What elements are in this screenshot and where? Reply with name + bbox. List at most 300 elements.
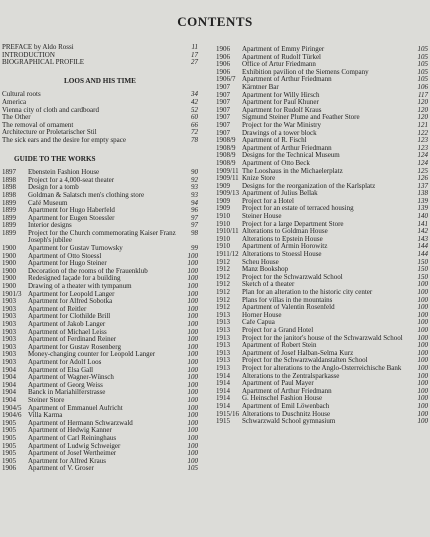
entry-page-number: 100 xyxy=(187,449,198,458)
work-entry xyxy=(216,411,428,419)
entry-page-number: 143 xyxy=(417,234,428,243)
entry-page-number: 100 xyxy=(187,320,198,328)
entry-page-number: 100 xyxy=(417,348,428,357)
entry-title: Apartment for Gustav Turnowsky xyxy=(28,245,123,253)
work-entry xyxy=(2,192,198,200)
entry-title: Apartment of Reitler xyxy=(28,305,87,313)
entry-page-number: 138 xyxy=(417,189,428,198)
entry-year: 1910 xyxy=(216,219,230,228)
entry-page-number: 100 xyxy=(417,417,428,426)
entry-title: Project for a Grand Hotel xyxy=(242,326,314,334)
entry-title: Money-changing counter for Leopold Langer xyxy=(28,351,156,359)
entry-title: Villa Karma xyxy=(28,412,63,420)
work-entry xyxy=(2,260,198,268)
entry-page-number: 120 xyxy=(417,105,428,114)
entry-title: Project for a large Department Store xyxy=(242,220,344,228)
work-entry xyxy=(216,205,428,213)
entry-title: Scheu House xyxy=(242,258,279,266)
work-entry xyxy=(2,374,198,382)
entry-title: Project for the War Ministry xyxy=(242,121,322,129)
work-entry xyxy=(216,319,428,327)
entry-page-number: 94 xyxy=(191,198,198,207)
entry-title: Apartment of Arthur Friedmann xyxy=(242,387,332,395)
entry-title: Apartment of Hermann Schwarzwald xyxy=(28,419,133,427)
work-entry xyxy=(2,184,198,192)
entry-page-number: 105 xyxy=(417,45,428,53)
entry-year: 1900 xyxy=(2,244,16,253)
entry-page-number: 100 xyxy=(187,426,198,435)
entry-page-number: 66 xyxy=(191,120,198,129)
entry-page-number: 34 xyxy=(191,90,198,99)
entry-page-number: 123 xyxy=(417,136,428,145)
entry-year: 1903 xyxy=(2,304,16,313)
work-entry xyxy=(216,69,428,77)
entry-title: INTRODUCTION xyxy=(2,51,55,59)
work-entry xyxy=(216,145,428,153)
work-entry xyxy=(2,200,198,208)
left-column xyxy=(2,44,198,473)
entry-title: Apartment of Jakob Langer xyxy=(28,321,106,328)
entry-year: 1905 xyxy=(2,433,16,442)
entry-page-number: 100 xyxy=(187,411,198,420)
entry-page-number: 139 xyxy=(417,204,428,213)
entry-year: 1904 xyxy=(2,380,16,389)
entry-title: Apartment of Josef Wertheimer xyxy=(28,450,117,458)
work-entry xyxy=(2,298,198,306)
entry-year: 1906 xyxy=(2,464,16,473)
entry-year: 1905 xyxy=(2,426,16,435)
work-entry xyxy=(2,435,198,443)
entry-title: Apartment for Alfred Sobotka xyxy=(28,298,113,306)
work-entry xyxy=(2,222,198,230)
work-entry xyxy=(216,335,428,343)
work-entry xyxy=(216,395,428,403)
entry-year: 1907 xyxy=(216,82,230,91)
entry-year: 1907 xyxy=(216,128,230,137)
contents-entry xyxy=(2,122,198,130)
entry-page-number: 100 xyxy=(187,365,198,374)
entry-year: 1906 xyxy=(216,60,230,69)
entry-title: BIOGRAPHICAL PROFILE xyxy=(2,59,84,67)
entry-page-number: 100 xyxy=(417,371,428,380)
entry-page-number: 100 xyxy=(187,335,198,344)
entry-year: 1913 xyxy=(216,356,230,365)
entry-year: 1899 xyxy=(2,213,16,222)
entry-page-number: 100 xyxy=(417,386,428,395)
entry-page-number: 99 xyxy=(191,244,198,253)
work-entry xyxy=(2,397,198,405)
entry-year: 1900 xyxy=(2,266,16,275)
entry-page-number: 100 xyxy=(187,350,198,359)
work-entry xyxy=(2,313,198,321)
entry-page-number: 100 xyxy=(417,280,428,289)
work-entry xyxy=(216,168,428,176)
entry-year: 1897 xyxy=(2,168,16,177)
work-entry xyxy=(2,215,198,223)
entry-page-number: 140 xyxy=(417,212,428,221)
work-entry xyxy=(216,76,428,84)
entry-page-number: 100 xyxy=(187,395,198,404)
entry-title: Office of Artur Friedmann xyxy=(242,61,316,69)
work-entry xyxy=(216,190,428,198)
entry-year: 1905 xyxy=(2,456,16,465)
entry-page-number: 100 xyxy=(187,357,198,366)
entry-year: 1905 xyxy=(2,418,16,427)
entry-year: 1910/11 xyxy=(216,227,239,236)
entry-year: 1901/3 xyxy=(2,289,22,298)
entry-page-number: 100 xyxy=(187,259,198,268)
entry-year: 1908/9 xyxy=(216,143,236,152)
entry-page-number: 60 xyxy=(191,113,198,122)
work-entry xyxy=(2,427,198,435)
entry-page-number: 52 xyxy=(191,105,198,114)
entry-title: The removal of ornament xyxy=(2,121,74,129)
entry-page-number: 100 xyxy=(417,333,428,342)
contents-entry xyxy=(2,137,198,145)
right-column xyxy=(216,46,428,426)
entry-title: Schwarzwald School gymnasium xyxy=(242,418,336,426)
work-entry xyxy=(216,304,428,312)
work-entry xyxy=(216,373,428,381)
work-entry xyxy=(2,230,198,245)
entry-page-number: 100 xyxy=(187,274,198,283)
entry-page-number: 42 xyxy=(191,97,198,106)
entry-title: Apartment of V. Groser xyxy=(28,465,94,473)
work-entry xyxy=(2,329,198,337)
entry-title: Exhibition pavilion of the Siemens Company xyxy=(242,68,369,76)
entry-title: The Other xyxy=(2,114,31,122)
entry-page-number: 122 xyxy=(417,128,428,137)
work-entry xyxy=(2,450,198,458)
work-entry xyxy=(216,92,428,100)
entry-year: 1914 xyxy=(216,401,230,410)
entry-year: 1907 xyxy=(216,113,230,122)
entry-page-number: 100 xyxy=(187,456,198,465)
work-entry xyxy=(216,281,428,289)
entry-year: 1909/11 xyxy=(216,174,239,183)
work-entry xyxy=(2,344,198,352)
entry-page-number: 124 xyxy=(417,158,428,167)
entry-page-number: 100 xyxy=(417,295,428,304)
entry-page-number: 100 xyxy=(187,266,198,275)
entry-title: Apartment of Hedwig Kanner xyxy=(28,427,112,435)
entry-year: 1906 xyxy=(216,45,230,53)
entry-year: 1914 xyxy=(216,386,230,395)
entry-page-number: 97 xyxy=(191,213,198,222)
entry-title: Apartment of Otto Beck xyxy=(242,159,310,167)
entry-title: Project for the Schwarzwald School xyxy=(242,273,343,281)
entry-page-number: 123 xyxy=(417,143,428,152)
entry-page-number: 150 xyxy=(417,265,428,274)
entry-title: Alterations to Goldman House xyxy=(242,228,328,236)
entry-year: 1898 xyxy=(2,183,16,192)
work-entry xyxy=(216,160,428,168)
entry-page-number: 11 xyxy=(191,43,198,51)
entry-year: 1903 xyxy=(2,297,16,306)
entry-year: 1915/16 xyxy=(216,409,239,418)
entry-page-number: 100 xyxy=(187,388,198,397)
entry-page-number: 100 xyxy=(187,418,198,427)
entry-year: 1909 xyxy=(216,196,230,205)
entry-page-number: 141 xyxy=(417,219,428,228)
entry-page-number: 97 xyxy=(191,221,198,230)
entry-title: Cafe Capua xyxy=(242,319,275,327)
work-entry xyxy=(216,289,428,297)
work-entry xyxy=(216,152,428,160)
entry-title: Project for the janitor's house of the Schwarzwald School xyxy=(242,334,403,342)
entry-title: Apartment of Emmy Piringer xyxy=(242,46,325,53)
entry-title: Plans for villas in the mountains xyxy=(242,296,333,304)
entry-title: Project for alterations to the Anglo-Österreichische Bank xyxy=(242,364,402,372)
entry-year: 1903 xyxy=(2,350,16,359)
entry-title: Apartment of Josef Halban-Selma Kurz xyxy=(242,349,354,357)
entry-title: Café Museum xyxy=(28,199,68,207)
entry-title: Interior designs xyxy=(28,222,72,230)
entry-year: 1913 xyxy=(216,318,230,327)
entry-year: 1912 xyxy=(216,265,230,274)
entry-title: Apartment of Rudolf Türkel xyxy=(242,53,321,61)
entry-page-number: 105 xyxy=(417,60,428,69)
work-entry xyxy=(216,130,428,138)
entry-year: 1908/9 xyxy=(216,136,236,145)
entry-title: Project for a 4,000-seat theater xyxy=(28,176,115,184)
entry-year: 1903 xyxy=(2,320,16,328)
entry-page-number: 100 xyxy=(187,433,198,442)
entry-page-number: 105 xyxy=(417,75,428,84)
work-entry xyxy=(2,367,198,375)
entry-page-number: 100 xyxy=(417,341,428,350)
work-entry xyxy=(2,169,198,177)
entry-title: The Looshaus in the Michaelerplatz xyxy=(242,167,343,175)
entry-title: Apartment for Rudolf Kraus xyxy=(242,106,322,114)
entry-title: Drawing of a theater with tympanum xyxy=(28,283,132,291)
work-entry xyxy=(216,350,428,358)
entry-page-number: 100 xyxy=(187,441,198,450)
entry-year: 1900 xyxy=(2,251,16,260)
work-entry xyxy=(2,465,198,473)
entry-year: 1913 xyxy=(216,363,230,372)
entry-title: Apartment of Arthur Friedmann xyxy=(242,76,332,84)
entry-title: Apartment for Eugen Stoessler xyxy=(28,214,115,222)
entry-title: Apartment of Julius Bellak xyxy=(242,190,318,198)
work-entry xyxy=(2,306,198,314)
entry-year: 1910 xyxy=(216,212,230,221)
work-entry xyxy=(2,351,198,359)
entry-year: 1913 xyxy=(216,325,230,334)
work-entry xyxy=(2,268,198,276)
entry-year: 1914 xyxy=(216,379,230,388)
entry-page-number: 100 xyxy=(187,373,198,382)
work-entry xyxy=(216,84,428,92)
entry-year: 1899 xyxy=(2,198,16,207)
work-entry xyxy=(216,365,428,373)
entry-year: 1904/6 xyxy=(2,411,22,420)
entry-year: 1908/9 xyxy=(216,158,236,167)
entry-year: 1905 xyxy=(2,441,16,450)
work-entry xyxy=(216,274,428,282)
work-entry xyxy=(2,405,198,413)
entry-title: Apartment for Adolf Loos xyxy=(28,358,102,366)
entry-title: Apartment of Armin Horowitz xyxy=(242,243,328,251)
entry-year: 1909/11 xyxy=(216,166,239,175)
entry-page-number: 100 xyxy=(417,401,428,410)
entry-year: 1903 xyxy=(2,357,16,366)
entry-title: Apartment of R. Fischl xyxy=(242,137,307,145)
entry-year: 1904 xyxy=(2,388,16,397)
work-entry xyxy=(216,175,428,183)
entry-title: Apartment for Hugo Steiner xyxy=(28,260,107,268)
work-entry xyxy=(2,336,198,344)
entry-title: Drawings of a tower block xyxy=(242,129,317,137)
entry-year: 1912 xyxy=(216,272,230,281)
entry-year: 1913 xyxy=(216,341,230,350)
work-entry xyxy=(216,61,428,69)
entry-page-number: 100 xyxy=(187,289,198,298)
entry-page-number: 106 xyxy=(417,82,428,91)
entry-year: 1913 xyxy=(216,333,230,342)
entry-title: Apartment for Hugo Haberfeld xyxy=(28,207,115,215)
entry-page-number: 98 xyxy=(191,228,198,237)
work-entry xyxy=(216,266,428,274)
entry-year: 1898 xyxy=(2,190,16,199)
entry-year: 1909/13 xyxy=(216,189,239,198)
entry-title: Manz Bookshop xyxy=(242,266,289,274)
work-entry xyxy=(2,245,198,253)
entry-year: 1914 xyxy=(216,371,230,380)
entry-year: 1907 xyxy=(216,98,230,107)
entry-title: Knize Store xyxy=(242,175,276,183)
entry-title: Apartment of Elsa Gall xyxy=(28,366,94,374)
work-entry xyxy=(216,99,428,107)
entry-page-number: 100 xyxy=(187,380,198,389)
entry-title: Sigmund Steiner Plume and Feather Store xyxy=(242,114,360,122)
contents-entry xyxy=(2,129,198,137)
entry-title: Cultural roots xyxy=(2,91,41,99)
entry-page-number: 105 xyxy=(187,464,198,473)
work-entry xyxy=(216,198,428,206)
work-entry xyxy=(216,228,428,236)
entry-year: 1907 xyxy=(216,105,230,114)
entry-page-number: 100 xyxy=(187,304,198,313)
entry-title: Apartment of Robert Stein xyxy=(242,342,317,350)
entry-year: 1899 xyxy=(2,228,16,237)
entry-page-number: 100 xyxy=(417,310,428,319)
work-entry xyxy=(216,380,428,388)
entry-title: Apartment of Carl Reininghaus xyxy=(28,434,117,442)
entry-title: PREFACE by Aldo Rossi xyxy=(2,44,74,51)
entry-title: Alterations to Epstein House xyxy=(242,235,323,243)
entry-title: Apartment for Willy Hirsch xyxy=(242,91,320,99)
entry-page-number: 144 xyxy=(417,242,428,251)
entry-title: Horner House xyxy=(242,311,282,319)
entry-year: 1910 xyxy=(216,234,230,243)
entry-year: 1912 xyxy=(216,303,230,312)
entry-title: Plan for an alteration to the historic city center xyxy=(242,289,373,296)
entry-year: 1904 xyxy=(2,365,16,374)
entry-title: Project for an estate of terraced housing xyxy=(242,205,354,213)
entry-year: 1906/7 xyxy=(216,75,236,84)
contents-entry xyxy=(2,59,198,67)
work-entry xyxy=(2,389,198,397)
entry-title: Banck in Mariahilferstrasse xyxy=(28,389,106,397)
entry-title: Apartment for Clothilde Brill xyxy=(28,313,111,321)
work-entry xyxy=(2,443,198,451)
entry-title: Designs for the reorganization of the Karlsplatz xyxy=(242,182,376,190)
contents-entry xyxy=(2,99,198,107)
entry-page-number: 100 xyxy=(187,342,198,351)
entry-year: 1909 xyxy=(216,204,230,213)
entry-title: Project for the Schwarzwaldanstalten School xyxy=(242,357,368,365)
entry-page-number: 100 xyxy=(417,379,428,388)
entry-page-number: 100 xyxy=(417,409,428,418)
entry-year: 1900 xyxy=(2,259,16,268)
entry-year: 1900 xyxy=(2,282,16,291)
entry-year: 1909 xyxy=(216,181,230,190)
entry-title: The sick ears and the desire for empty space xyxy=(2,136,127,144)
work-entry xyxy=(216,183,428,191)
work-entry xyxy=(216,388,428,396)
entry-page-number: 144 xyxy=(417,250,428,259)
entry-page-number: 100 xyxy=(417,303,428,312)
entry-page-number: 92 xyxy=(191,175,198,184)
entry-title: Architecture or Proletarischer Stil xyxy=(2,129,97,137)
entry-page-number: 27 xyxy=(191,58,198,67)
work-entry xyxy=(216,357,428,365)
entry-title: Redesigned façade for a building xyxy=(28,275,121,283)
work-entry xyxy=(216,312,428,320)
entry-title: Apartment of Ludwig Schweiger xyxy=(28,442,121,450)
entry-page-number: 124 xyxy=(417,151,428,160)
entry-page-number: 100 xyxy=(187,282,198,291)
work-entry xyxy=(216,221,428,229)
entry-year: 1907 xyxy=(216,90,230,99)
entry-title: Apartment of Wagner-Wünsch xyxy=(28,374,114,382)
entry-title: G. Heinschel Fashion House xyxy=(242,395,323,403)
work-entry xyxy=(216,46,428,54)
work-entry xyxy=(2,283,198,291)
work-entry xyxy=(2,458,198,466)
entry-title: Decoration of the rooms of the Frauenklub xyxy=(28,267,148,275)
entry-year: 1908/9 xyxy=(216,151,236,160)
entry-title: Apartment of Georg Weiss xyxy=(28,381,103,389)
entry-year: 1903 xyxy=(2,342,16,351)
work-entry xyxy=(216,327,428,335)
entry-year: 1915 xyxy=(216,417,230,426)
entry-year: 1912 xyxy=(216,257,230,266)
entry-title: Alterations to the Zentralsparkasse xyxy=(242,372,340,380)
entry-page-number: 17 xyxy=(191,50,198,59)
entry-page-number: 139 xyxy=(417,196,428,205)
entry-title: Apartment of Valentin Rosenfeld xyxy=(242,304,335,312)
entry-page-number: 100 xyxy=(187,403,198,412)
work-entry xyxy=(2,321,198,329)
entry-year: 1903 xyxy=(2,335,16,344)
entry-year: 1907 xyxy=(216,120,230,129)
work-entry xyxy=(216,251,428,259)
entry-page-number: 100 xyxy=(417,394,428,403)
entry-title: Apartment for Alfred Kraus xyxy=(28,457,106,465)
entry-title: Apartment of Michael Leiss xyxy=(28,328,107,336)
entry-title: Apartment of Arthur Friedmann xyxy=(242,144,332,152)
entry-page-number: 90 xyxy=(191,168,198,177)
entry-title: Vienna city of cloth and cardboard xyxy=(2,106,99,114)
entry-title: Apartment for Leopold Langer xyxy=(28,290,115,298)
entry-page-number: 125 xyxy=(417,166,428,175)
entry-page-number: 100 xyxy=(187,297,198,306)
entry-page-number: 117 xyxy=(418,90,428,99)
entry-page-number: 100 xyxy=(417,356,428,365)
work-entry xyxy=(216,418,428,426)
